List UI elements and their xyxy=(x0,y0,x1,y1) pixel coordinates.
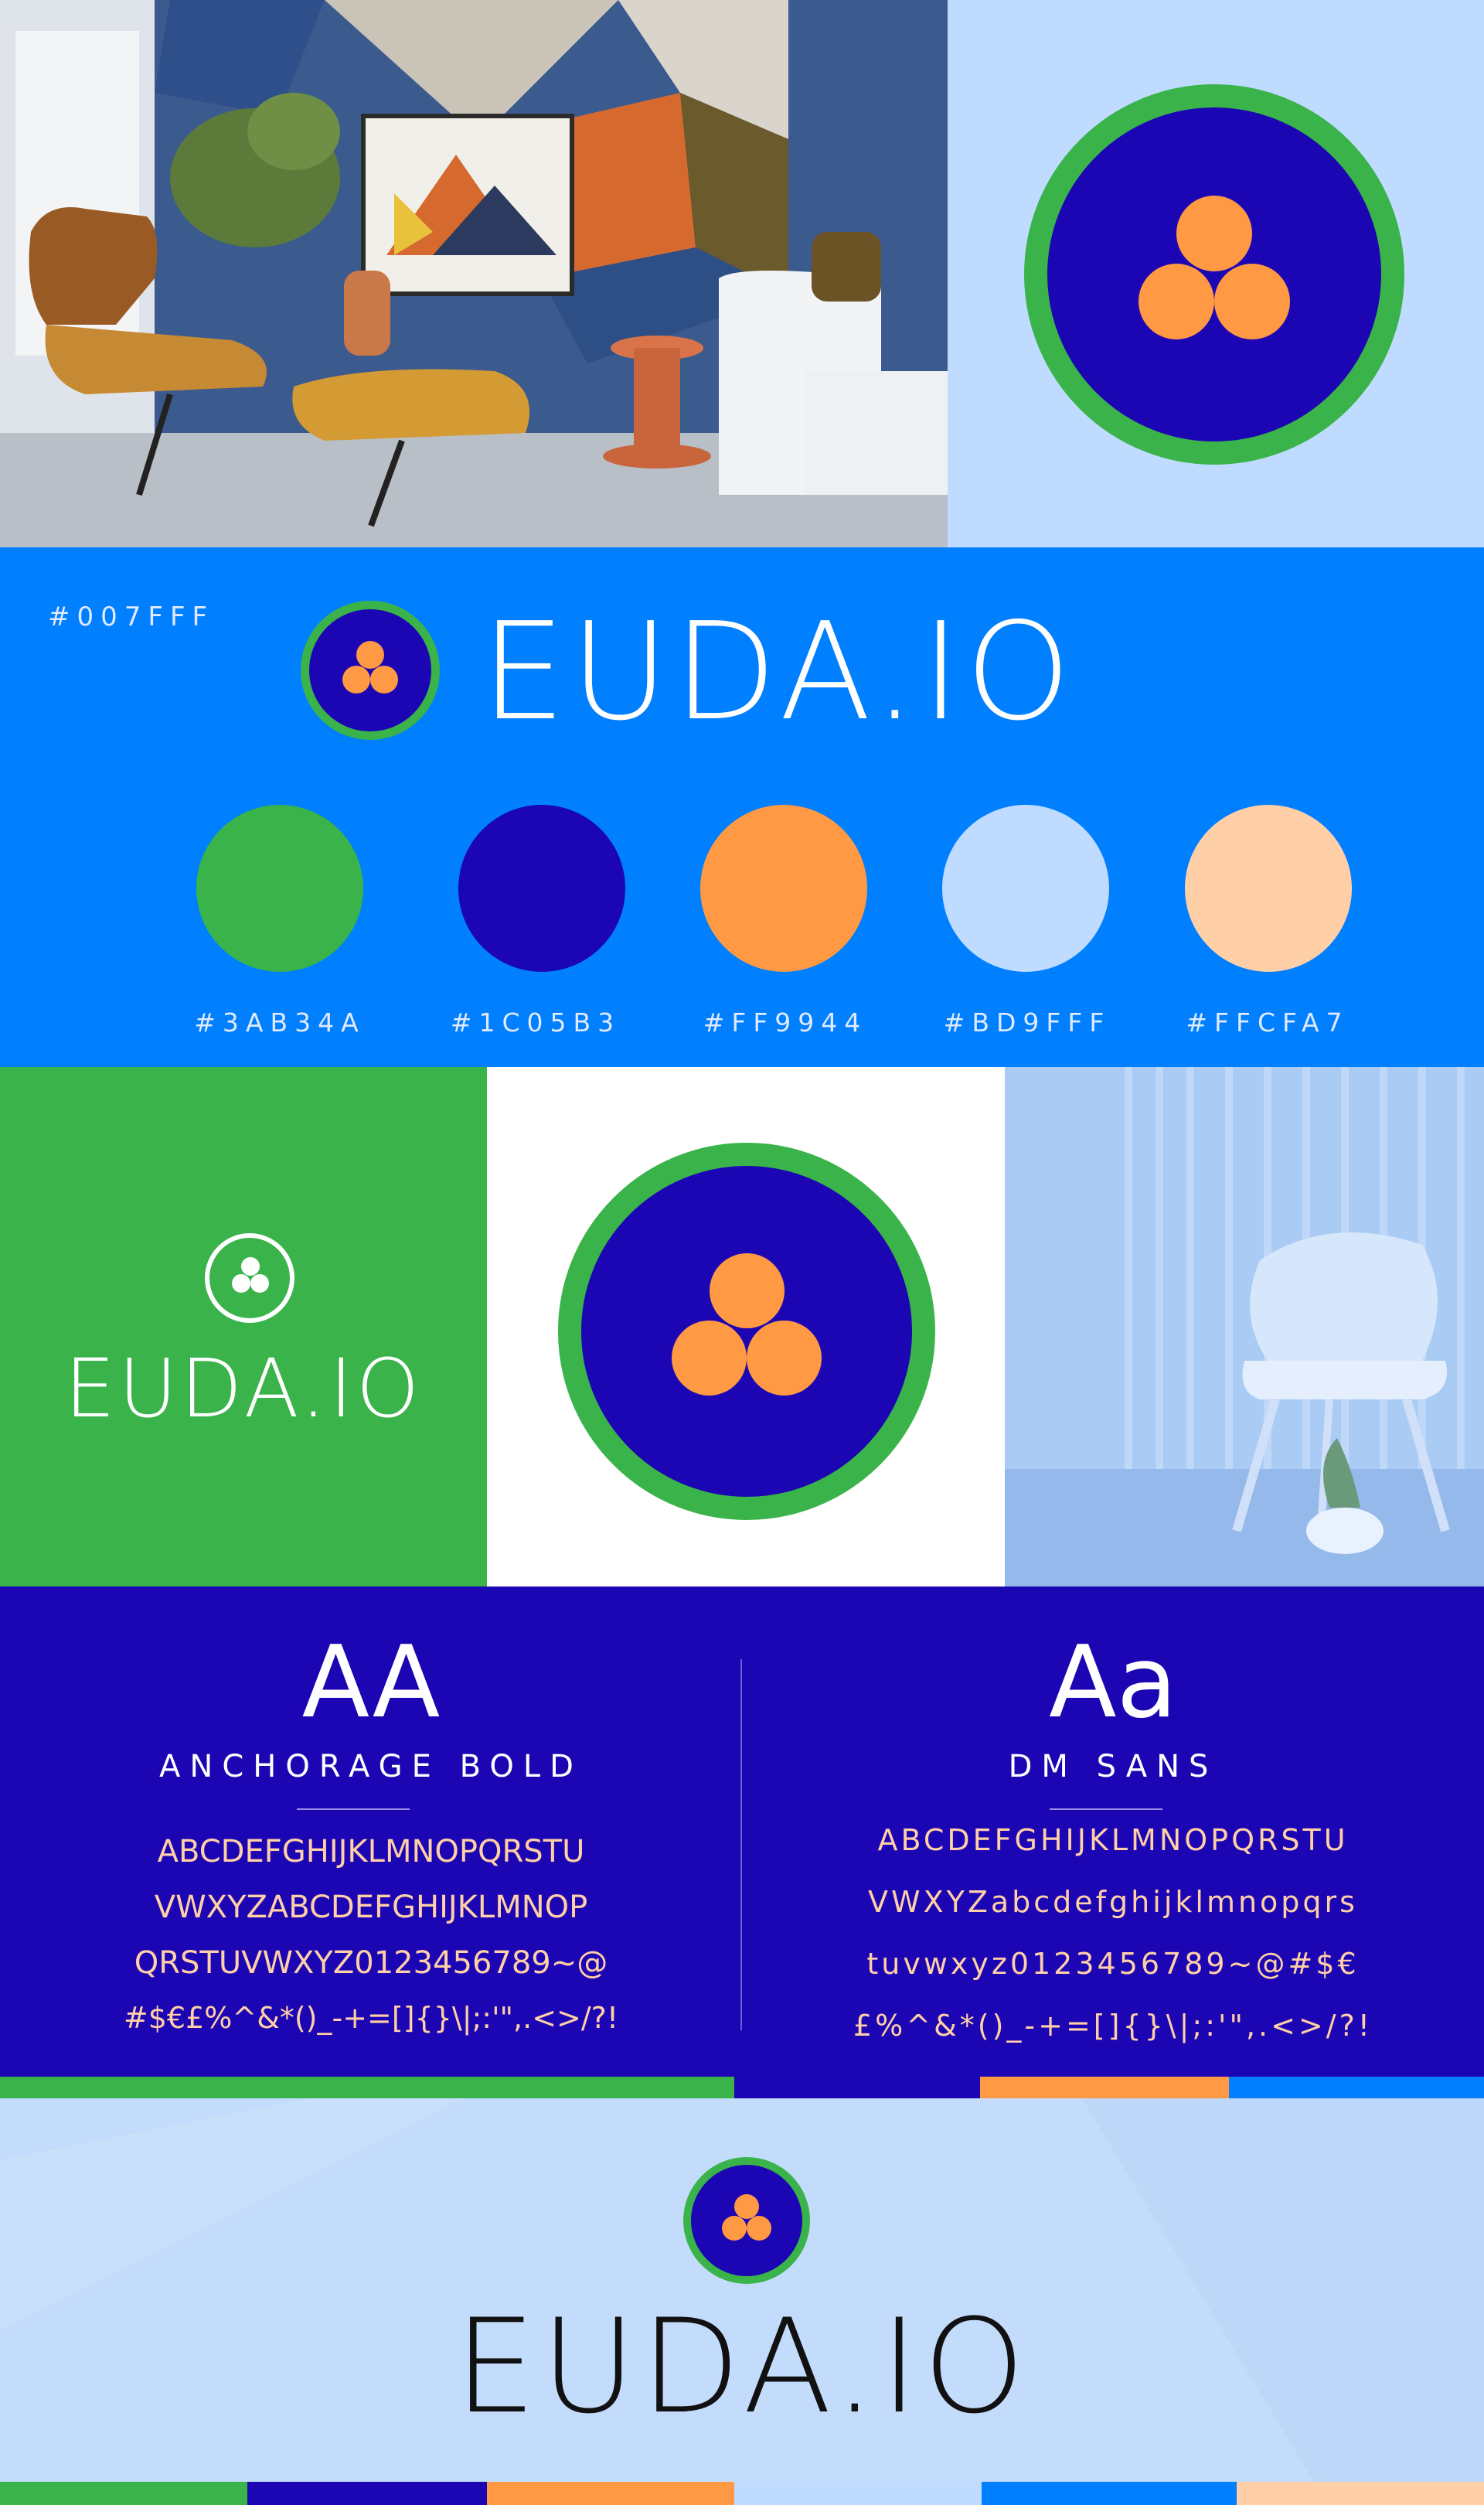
logo-mark-large xyxy=(1024,84,1404,465)
primary-font-sample: AA xyxy=(301,1625,441,1740)
swatch-light-blue xyxy=(942,805,1109,972)
primary-glyph-line-3: QRSTUVWXYZ0123456789~@ xyxy=(134,1945,608,1981)
stripe-orange xyxy=(487,2482,734,2505)
color-stripe-bottom xyxy=(0,2482,1484,2505)
logo-dot-top xyxy=(241,1257,260,1276)
final-logo-section xyxy=(0,2098,1484,2482)
stripe-green xyxy=(0,2482,247,2505)
secondary-glyph-line-2: VWXYZabcdefghijklmnopqrs xyxy=(868,1885,1358,1919)
living-room-illustration xyxy=(0,0,948,547)
secondary-font-rule xyxy=(1050,1808,1162,1810)
logo-dot-top xyxy=(710,1253,785,1328)
stripe-blue xyxy=(982,2482,1237,2505)
secondary-glyph-line-3: tuvwxyz0123456789~@#$€ xyxy=(866,1947,1360,1981)
stripe-navy xyxy=(247,2482,487,2505)
logo-dot-left xyxy=(1139,264,1214,339)
logo-dot-left xyxy=(722,2216,747,2241)
logo-dot-right xyxy=(370,666,398,694)
logo-mark-header xyxy=(301,601,440,740)
logo-dot-top xyxy=(356,641,384,669)
logo-dot-top xyxy=(1176,196,1252,271)
logo-dot-right xyxy=(747,2216,771,2241)
stripe-navy xyxy=(734,2077,980,2098)
hero-photo xyxy=(0,0,948,547)
swatch-hex-light-blue: #BD9FFF xyxy=(943,1007,1111,1038)
swatch-navy xyxy=(458,805,625,972)
logo-mark-outline xyxy=(205,1233,294,1323)
swatch-hex-peach: #FFCFA7 xyxy=(1186,1007,1350,1038)
logo-dot-left xyxy=(672,1321,747,1396)
secondary-font-sample: Aa xyxy=(1049,1625,1177,1740)
stripe-green xyxy=(0,2077,734,2098)
secondary-glyph-line-1: ABCDEFGHIJKLMNOPQRSTU xyxy=(877,1823,1349,1857)
swatch-hex-orange: #FF9944 xyxy=(703,1007,868,1038)
swatch-hex-navy: #1C05B3 xyxy=(450,1007,621,1038)
brand-wordmark-footer: EUDA.IO xyxy=(454,2291,1030,2442)
primary-glyph-line-1: ABCDEFGHIJKLMNOPQRSTU xyxy=(157,1834,585,1869)
logo-dot-right xyxy=(747,1321,822,1396)
color-stripe-middle xyxy=(0,2077,1484,2098)
swatch-hex-green: #3AB34A xyxy=(194,1007,366,1038)
stripe-peach xyxy=(1237,2482,1484,2505)
logo-dot-left xyxy=(342,666,370,694)
typography-section xyxy=(0,1586,1484,2077)
logo-dot-top xyxy=(734,2194,759,2219)
green-logo-panel xyxy=(0,1067,487,1586)
chair-photo xyxy=(1005,1067,1484,1586)
logo-mark-footer xyxy=(683,2157,810,2284)
swatch-peach xyxy=(1185,805,1352,972)
logo-mark-center xyxy=(558,1143,935,1520)
primary-glyph-line-2: VWXYZABCDEFGHIJKLMNOP xyxy=(154,1890,588,1925)
primary-glyph-line-4: #$€£%^&*()_-+=[]{}\|;:'",.<>/?! xyxy=(123,2001,619,2035)
swatch-green xyxy=(196,805,363,972)
stripe-orange xyxy=(980,2077,1229,2098)
swatch-orange xyxy=(700,805,867,972)
logo-dot-left xyxy=(232,1274,250,1293)
secondary-glyph-line-4: £%^&*()_-+=[]{}\|;:'",.<>/?! xyxy=(853,2009,1373,2043)
stripe-light-blue xyxy=(734,2482,982,2505)
brand-wordmark-green: EUDA.IO xyxy=(64,1341,423,1436)
stripe-blue xyxy=(1229,2077,1484,2098)
secondary-font-name: DM SANS xyxy=(1008,1749,1218,1784)
primary-font-rule xyxy=(297,1808,410,1810)
logo-dot-right xyxy=(1214,264,1290,339)
logo-panel-top xyxy=(948,0,1484,547)
logo-dot-right xyxy=(250,1274,269,1293)
chair-illustration xyxy=(1005,1067,1484,1586)
primary-hex-label: #007FFF xyxy=(48,602,215,632)
white-logo-panel xyxy=(487,1067,1005,1586)
primary-font-name: ANCHORAGE BOLD xyxy=(159,1749,583,1784)
brand-wordmark-header: EUDA.IO xyxy=(481,594,1076,751)
